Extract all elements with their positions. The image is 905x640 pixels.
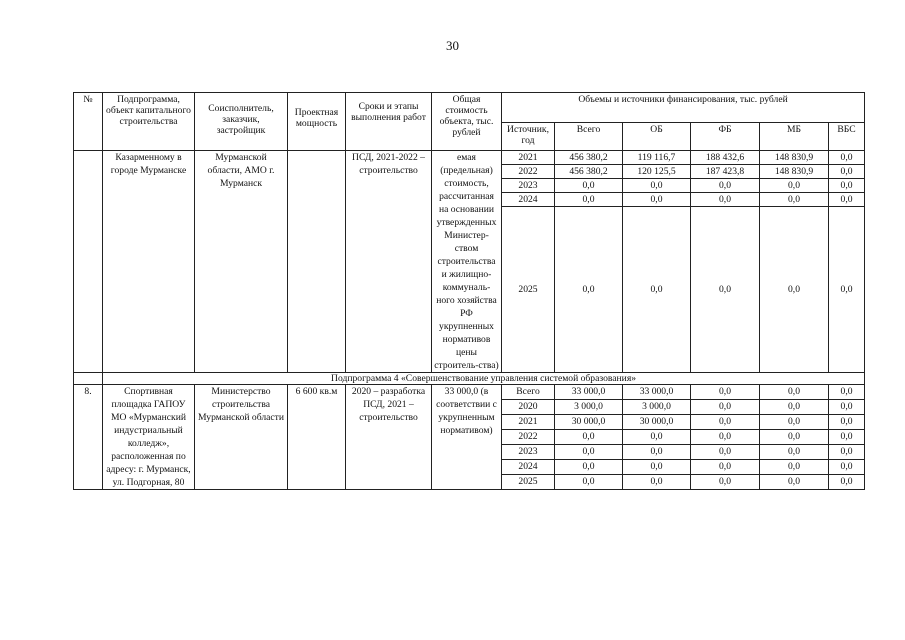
header-ob: ОБ	[623, 123, 691, 151]
header-vsego: Всего	[555, 123, 623, 151]
object2-capacity: 6 600 кв.м	[288, 385, 346, 490]
object1-coexecutor: Мурманской области, АМО г. Мурманск	[195, 151, 288, 373]
table-cell: 2025	[502, 207, 555, 373]
object2-num: 8.	[74, 385, 103, 490]
table-cell: 187 423,8	[691, 165, 760, 179]
table-cell: 0,0	[623, 475, 691, 490]
table-cell: 456 380,2	[555, 165, 623, 179]
table-cell: 0,0	[760, 179, 829, 193]
object2-name: Спортивная площадка ГАПОУ МО «Мурманский индустриальный колледж», расположенная по адресу: г. Мурманск, ул. Подгорная, 80	[103, 385, 195, 490]
table-cell: 0,0	[760, 400, 829, 415]
table-cell: 0,0	[829, 151, 865, 165]
table-cell: 0,0	[829, 460, 865, 475]
table-cell: 3 000,0	[623, 400, 691, 415]
table-cell: 0,0	[691, 179, 760, 193]
table-cell: 2020	[502, 400, 555, 415]
table-cell: 119 116,7	[623, 151, 691, 165]
header-fb: ФБ	[691, 123, 760, 151]
object1-name: Казарменному в городе Мурманске	[103, 151, 195, 373]
table-cell: 0,0	[760, 445, 829, 460]
table-cell: 0,0	[691, 207, 760, 373]
table-cell: 148 830,9	[760, 165, 829, 179]
table-cell: 0,0	[760, 207, 829, 373]
header-vbs: ВБС	[829, 123, 865, 151]
table-cell: 0,0	[555, 460, 623, 475]
table-cell: 2024	[502, 193, 555, 207]
section-title: Подпрограмма 4 «Совершенствование управления системой образования»	[103, 373, 865, 385]
table-cell: 0,0	[829, 445, 865, 460]
object2-terms: 2020 – разработка ПСД, 2021 – строительство	[346, 385, 432, 490]
table-cell: 0,0	[691, 445, 760, 460]
table-cell: 0,0	[555, 193, 623, 207]
header-source-year: Источник, год	[502, 123, 555, 151]
table-cell: 0,0	[760, 385, 829, 400]
table-cell: 0,0	[691, 385, 760, 400]
table-cell: Всего	[502, 385, 555, 400]
table-cell: 0,0	[760, 475, 829, 490]
table-cell: 2022	[502, 430, 555, 445]
table-cell: 0,0	[760, 430, 829, 445]
object2-cost: 33 000,0 (в соответствии с укрупненным нормативом)	[432, 385, 502, 490]
table-cell: 2025	[502, 475, 555, 490]
table-cell: 0,0	[829, 385, 865, 400]
table-cell: 0,0	[691, 475, 760, 490]
header-subprogram: Подпрограмма, объект капитального строительства	[103, 93, 195, 151]
table-cell: 0,0	[691, 430, 760, 445]
object1-cost: емая (предельная) стоимость, рассчитанная на основании утвержденных Министер-ством строительства и жилищно-коммуналь-ного хозяйства РФ укрупненных нормативов цены строитель-ства)	[432, 151, 502, 373]
table-cell: 2022	[502, 165, 555, 179]
header-coexecutor: Соисполнитель, заказчик, застройщик	[195, 93, 288, 151]
financing-table	[73, 92, 865, 490]
header-mb: МБ	[760, 123, 829, 151]
table-cell: 0,0	[760, 415, 829, 430]
table-cell: 0,0	[623, 207, 691, 373]
table-cell: 33 000,0	[623, 385, 691, 400]
table-cell: 0,0	[623, 193, 691, 207]
table-cell: 0,0	[623, 460, 691, 475]
table-cell: 0,0	[829, 207, 865, 373]
table-cell: 0,0	[691, 460, 760, 475]
table-cell: 0,0	[555, 179, 623, 193]
table-cell: 2024	[502, 460, 555, 475]
table-cell: 0,0	[623, 179, 691, 193]
table-cell: 0,0	[623, 430, 691, 445]
table-cell: 2023	[502, 179, 555, 193]
table-cell: 0,0	[760, 193, 829, 207]
table-cell: 0,0	[691, 193, 760, 207]
header-total-cost: Общая стоимость объекта, тыс. рублей	[432, 93, 502, 151]
table-cell: 0,0	[555, 475, 623, 490]
object2-coexecutor: Министерство строительства Мурманской области	[195, 385, 288, 490]
header-num: №	[74, 93, 103, 151]
table-cell: 3 000,0	[555, 400, 623, 415]
header-financing: Объемы и источники финансирования, тыс. рублей	[502, 93, 865, 123]
table-cell: 148 830,9	[760, 151, 829, 165]
table-cell: 30 000,0	[555, 415, 623, 430]
object1-capacity	[288, 151, 346, 373]
table-cell: 0,0	[623, 445, 691, 460]
table-cell: 0,0	[760, 460, 829, 475]
table-cell: 0,0	[829, 165, 865, 179]
table-cell: 120 125,5	[623, 165, 691, 179]
table-cell: 0,0	[829, 475, 865, 490]
table-cell: 2021	[502, 151, 555, 165]
table-cell: 0,0	[555, 445, 623, 460]
table-cell: 0,0	[555, 207, 623, 373]
table-cell: 0,0	[829, 430, 865, 445]
table-cell: 0,0	[829, 193, 865, 207]
object1-num	[74, 151, 103, 373]
table-cell: 188 432,6	[691, 151, 760, 165]
table-cell: 2021	[502, 415, 555, 430]
table-cell: 0,0	[555, 430, 623, 445]
page-number: 30	[446, 38, 459, 53]
table-cell: 0,0	[691, 400, 760, 415]
table-cell: 2023	[502, 445, 555, 460]
table-cell: 0,0	[691, 415, 760, 430]
table-cell: 456 380,2	[555, 151, 623, 165]
header-capacity: Проектная мощность	[288, 93, 346, 151]
table-cell: 0,0	[829, 179, 865, 193]
table-cell: 30 000,0	[623, 415, 691, 430]
object1-terms: ПСД, 2021-2022 – строительство	[346, 151, 432, 373]
section-num	[74, 373, 103, 385]
table-cell: 0,0	[829, 400, 865, 415]
table-cell: 33 000,0	[555, 385, 623, 400]
table-cell: 0,0	[829, 415, 865, 430]
header-terms: Сроки и этапы выполнения работ	[346, 93, 432, 151]
